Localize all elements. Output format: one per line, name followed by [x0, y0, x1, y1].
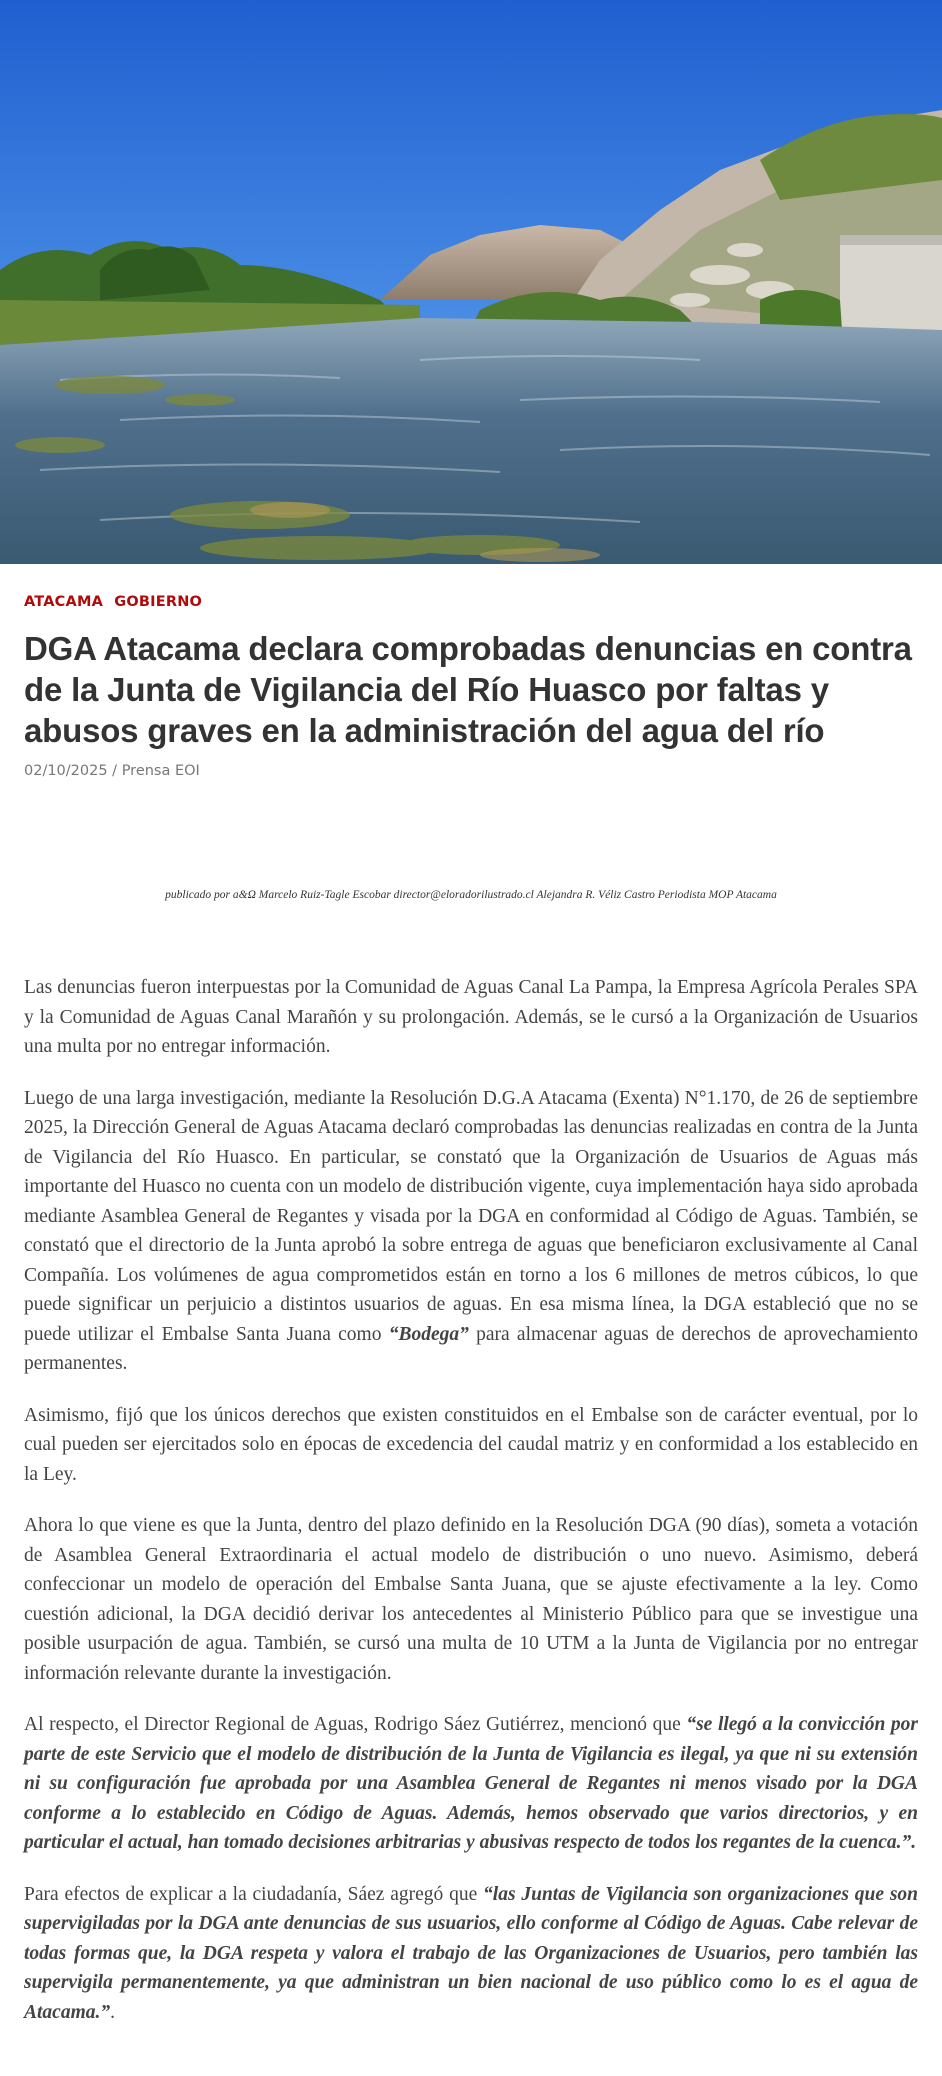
paragraph-1: Las denuncias fueron interpuestas por la Comunidad de Aguas Canal La Pampa, la Empresa Agrícola Perales SPA y la Comunidad de Aguas Canal Marañón y su prolongación. Además, se le cursó a la Organización de Usuarios una multa por no entregar información.: [24, 977, 918, 1057]
river-landscape-photo: [0, 0, 942, 564]
paragraph-5-text-a: Al respecto, el Director Regional de Aguas, Rodrigo Sáez Gutiérrez, mencionó que: [24, 1714, 687, 1735]
article-date[interactable]: 02/10/2025: [24, 763, 108, 779]
category-list: [24, 594, 918, 610]
paragraph-2-text-a: Luego de una larga investigación, mediante la Resolución D.G.A Atacama (Exenta) N°1.170, de 26 de septiembre 2025, la Dirección General de Aguas Atacama declaró comprobadas las denuncias realizadas en contra de la Junta de Vigilancia del Río Huasco. En particular, se constató que la Organización de Usuarios de Aguas más importante del Huasco no cuenta con un modelo de distribución vigente, cuya implementación haya sido aprobada mediante Asamblea General de Regantes y visada por la DGA en conformidad al Código de Aguas. También, se constató que el directorio de la Junta aprobó la sobre entrega de aguas que beneficiaron exclusivamente al Canal Compañía. Los volúmenes de agua comprometidos están en torno a los 6 millones de metros cúbicos, lo que puede significar un perjuicio a distintos usuarios de aguas. En esa misma línea, la DGA estableció que no se puede utilizar el Embalse Santa Juana como: [24, 1087, 918, 1345]
paragraph-6-quote: “las Juntas de Vigilancia son organizaciones que son supervigiladas por la DGA ante denuncias de sus usuarios, ello conforme al Código de Aguas. Cabe relevar de todas formas que, la DGA respeta y valora el trabajo de las Organizaciones de Usuarios, pero también las supervigila permanentemente, ya que administran un bien nacional de uso público como lo es el agua de Atacama.”: [24, 1883, 919, 2023]
article-body: [24, 973, 918, 2027]
paragraph-2-emphasis: “Bodega”: [388, 1323, 469, 1345]
paragraph-5-quote: “se llegó a la convicción por parte de este Servicio que el modelo de distribución de la Junta de Vigilancia es ilegal, ya que ni su extensión ni su configuración fue aprobada por una Asamblea General de Regantes ni menos visado por la DGA conforme a lo establecido en Código de Aguas. Además, hemos observado que varios directorios, y en particular el actual, han tomado decisiones arbitrarias y abusivas respecto de todos los regantes de la cuenca.”.: [24, 1714, 918, 1853]
meta-separator: /: [107, 763, 122, 779]
article-author[interactable]: Prensa EOI: [121, 763, 200, 779]
article: [0, 594, 942, 2027]
category-atacama[interactable]: ATACAMA: [24, 594, 103, 610]
article-meta: [24, 763, 918, 779]
hero-image: [0, 0, 942, 564]
paragraph-6: [24, 1880, 918, 2028]
paragraph-5: [24, 1710, 918, 1858]
paragraph-6-text-a: Para efectos de explicar a la ciudadanía, Sáez agregó que: [24, 1883, 484, 1905]
paragraph-2-text-b: para almacenar aguas de derechos de aprovechamiento permanentes.: [24, 1323, 918, 1374]
paragraph-2: [24, 1084, 918, 1379]
paragraph-4: Ahora lo que viene es que la Junta, dentro del plazo definido en la Resolución DGA (90 días), someta a votación de Asamblea General Extraordinaria el actual modelo de distribución o uno nuevo. Asimismo, deberá confeccionar un modelo de operación del Embalse Santa Juana, que se ajuste efectivamente a la ley. Como cuestión adicional, la DGA decidió derivar los antecedentes al Ministerio Público para que se investigue una posible usurpación de agua. También, se cursó una multa de 10 UTM a la Junta de Vigilancia por no entregar información relevante durante la investigación.: [24, 1515, 918, 1684]
category-gobierno[interactable]: GOBIERNO: [114, 594, 203, 610]
paragraph-3: Asimismo, fijó que los únicos derechos que existen constituidos en el Embalse son de carácter eventual, por lo cual pueden ser ejercitados solo en épocas de excedencia del caudal matriz y en conformidad a los establecido en la Ley.: [24, 1404, 918, 1485]
publisher-byline: publicado por a&Ω Marcelo Ruiz-Tagle Escobar director@eloradorilustrado.cl Alejandra R. Véliz Castro Periodista MOP Atacama: [165, 889, 777, 901]
article-title: DGA Atacama declara comprobadas denuncias en contra de la Junta de Vigilancia del Río Huasco por faltas y abusos graves en la administración del agua del río: [24, 630, 912, 749]
paragraph-6-text-b: .: [110, 2001, 115, 2023]
